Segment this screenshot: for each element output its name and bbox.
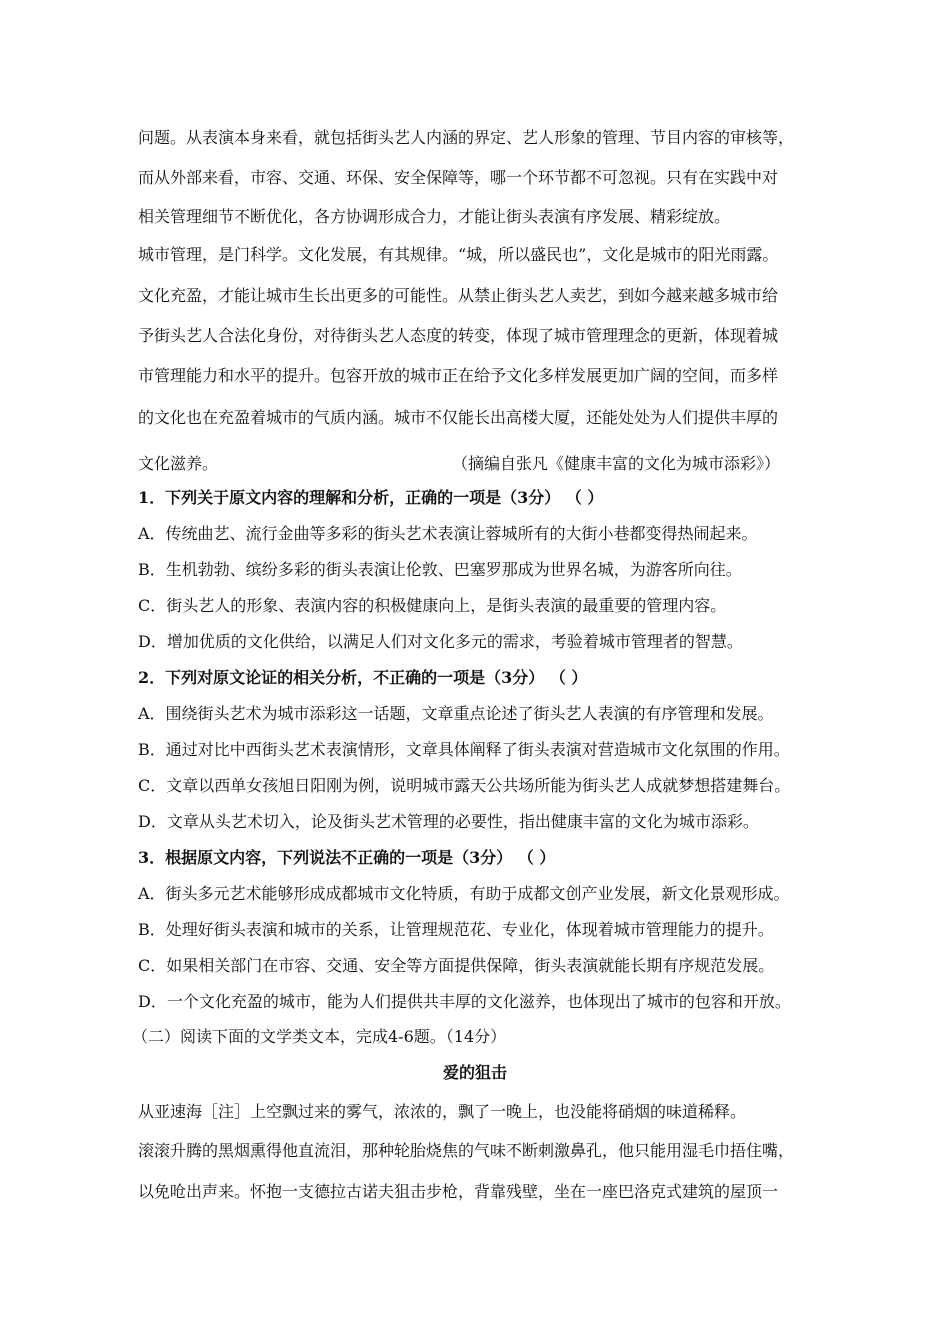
passage-line: 予街头艺人合法化身份，对待街头艺人态度的转变，体现了城市管理理念的更新，体现着城	[138, 326, 779, 345]
section-intro: （二）阅读下面的文学类文本，完成4-6题。（14分）	[132, 1027, 507, 1046]
question-option: A．围绕街头艺术为城市添彩这一话题，文章重点论述了街头艺人表演的有序管理和发展。	[138, 704, 774, 723]
passage-line: 市管理能力和水平的提升。包容开放的城市正在给予文化多样发展更加广阔的空间，而多样	[138, 366, 779, 385]
question-option: D．增加优质的文化供给，以满足人们对文化多元的需求，考验着城市管理者的智慧。	[138, 632, 743, 651]
passage-line: 的文化也在充盈着城市的气质内涵。城市不仅能长出高楼大厦，还能处处为人们提供丰厚的	[138, 408, 779, 427]
question-option: B．生机勃勃、缤纷多彩的街头表演让伦敦、巴塞罗那成为世界名城，为游客所向往。	[138, 560, 742, 579]
question-option: C．如果相关部门在市容、交通、安全等方面提供保障，街头表演就能长期有序规范发展。	[138, 956, 775, 975]
passage-line: 城市管理，是门科学。文化发展，有其规律。“城，所以盛民也”，文化是城市的阳光雨露。	[138, 245, 779, 264]
question-option: D．一个文化充盈的城市，能为人们提供共丰厚的文化滋养，也体现出了城市的包容和开放。	[138, 992, 791, 1011]
source-citation: （摘编自张凡《健康丰富的文化为城市添彩》）	[452, 454, 781, 473]
question-option: B．处理好街头表演和城市的关系，让管理规范花、专业化，体现着城市管理能力的提升。	[138, 920, 774, 939]
question-option: B．通过对比中西街头艺术表演情形，文章具体阐释了街头表演对营造城市文化氛围的作用。	[138, 740, 790, 759]
question-option: C．街头艺人的形象、表演内容的积极健康向上，是街头表演的最重要的管理内容。	[138, 596, 727, 615]
question-stem: 3．根据原文内容，下列说法不正确的一项是（3分） （ ）	[138, 848, 556, 867]
question-stem: 2．下列对原文论证的相关分析，不正确的一项是（3分） （ ）	[138, 668, 588, 687]
story-line: 以免呛出声来。怀抱一支德拉古诺夫狙击步枪，背靠残壁，坐在一座巴洛克式建筑的屋顶一	[138, 1182, 779, 1201]
question-option: D．文章从头艺术切入，论及街头艺术管理的必要性，指出健康丰富的文化为城市添彩。	[138, 812, 759, 831]
passage-line: 问题。从表演本身来看，就包括街头艺人内涵的界定、艺人形象的管理、节目内容的审核等，	[138, 128, 795, 147]
question-option: A．街头多元艺术能够形成成都城市文化特质，有助于成都文创产业发展，新文化景观形成。	[138, 884, 790, 903]
question-stem: 1．下列关于原文内容的理解和分析，正确的一项是（3分） （ ）	[138, 488, 604, 507]
question-option: A．传统曲艺、流行金曲等多彩的街头艺术表演让蓉城所有的大街小巷都变得热闹起来。	[138, 524, 758, 543]
passage-line: 而从外部来看，市容、交通、环保、安全保障等，哪一个环节都不可忽视。只有在实践中对	[138, 168, 779, 187]
story-title: 爱的狙击	[442, 1063, 507, 1082]
question-option: C．文章以西单女孩旭日阳刚为例，说明城市露天公共场所能为街头艺人成就梦想搭建舞台。	[138, 776, 791, 795]
passage-line: 文化充盈，才能让城市生长出更多的可能性。从禁止街头艺人卖艺，到如今越来越多城市给	[138, 286, 779, 305]
passage-line: 相关管理细节不断优化，各方协调形成合力，才能让街头表演有序发展、精彩绽放。	[138, 207, 731, 226]
passage-line: 文化滋养。	[138, 454, 219, 473]
story-line: 滚滚升腾的黑烟熏得他直流泪，那种轮胎烧焦的气味不断刺激鼻孔，他只能用湿毛巾捂住嘴，	[138, 1141, 795, 1160]
story-line: 从亚速海［注］上空飘过来的雾气，浓浓的，飘了一晚上，也没能将硝烟的味道稀释。	[138, 1102, 747, 1121]
